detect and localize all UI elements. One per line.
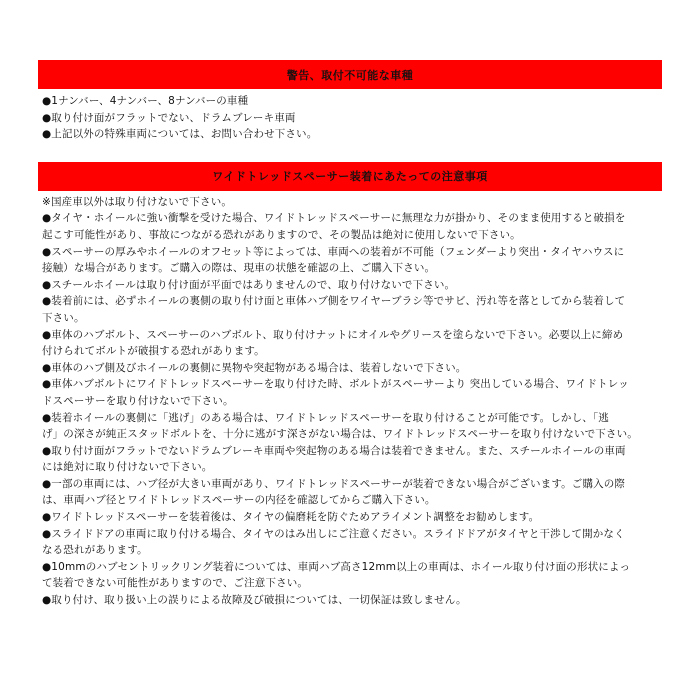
notes-line: 接触）な場合があります。ご購入の際は、現車の状態を確認の上、ご購入下さい。 xyxy=(42,262,436,275)
notes-line: には絶対に取り付けないで下さい。 xyxy=(42,461,213,474)
notes-line: ●車体ハブボルトにワイドトレッドスペーサーを取り付けた時、ボルトがスペーサーより 突出している場合、ワイドトレッ xyxy=(42,378,629,391)
notes-section xyxy=(38,162,662,609)
notes-line: ●スチールホイールは取り付け面が平面ではありませんので、取り付けないで下さい。 xyxy=(42,278,456,291)
notes-line: ●取り付け、取り扱い上の誤りによる故障及び破損については、一切保証は致しません。 xyxy=(42,594,467,607)
notes-line: ※国産車以外は取り付けないで下さい。 xyxy=(42,195,232,208)
warning-title: 警告、取付不可能な車種 xyxy=(286,68,414,82)
notes-line: ●装着前には、必ずホイールの裏側の取り付け面と車体ハブ側をワイヤーブラシ等でサビ、汚れ等を落としてから装着して xyxy=(42,295,626,308)
notes-line: ●車体のハブ側及びホイールの裏側に異物や突起物がある場合は、装着しないで下さい。 xyxy=(42,361,467,374)
notice-page xyxy=(38,60,662,609)
notes-line: 下さい。 xyxy=(42,311,85,324)
notes-line: ●スペーサーの厚みやホイールのオフセット等によっては、車両への装着が不可能（フェンダーより突出・タイヤハウスに xyxy=(42,245,625,258)
notes-line: げ」の深さが純正スタッドボルトを、十分に逃がす深さがない場合は、ワイドトレッドスペーサーを取り付けないで下さい。 xyxy=(42,428,638,441)
notes-line: ドスペーサーを取り付けないで下さい。 xyxy=(42,394,234,407)
notes-list xyxy=(38,191,662,609)
notes-line: 起こす可能性があり、事故につながる恐れがありますので、その製品は絶対に使用しないで下さい。 xyxy=(42,228,521,241)
notes-title: ワイドトレッドスペーサー装着にあたっての注意事項 xyxy=(212,170,488,184)
notes-line: ●タイヤ・ホイールに強い衝撃を受けた場合、ワイドトレッドスペーサーに無理な力が掛かり、そのまま使用すると破損を xyxy=(42,212,626,225)
warning-section xyxy=(38,60,662,143)
notes-line: 付けられてボルトが破損する恐れがあります。 xyxy=(42,345,265,358)
notes-line: ●スライドドアの車両に取り付ける場合、タイヤのはみ出しにご注意ください。スライドドアがタイヤと干渉して開かなく xyxy=(42,527,625,540)
warning-banner xyxy=(38,60,662,89)
notes-line: ●装着ホイールの裏側に「逃げ」のある場合は、ワイドトレッドスペーサーを取り付けることが可能です。しかし、「逃 xyxy=(42,411,609,424)
warning-list xyxy=(38,89,662,143)
warning-item: ●上記以外の特殊車両については、お問い合わせ下さい。 xyxy=(42,128,318,141)
notes-line: なる恐れがあります。 xyxy=(42,544,148,557)
notes-line: ●車体のハブボルト、スペーサーのハブボルト、取り付けナットにオイルやグリースを塗らないで下さい。必要以上に締め xyxy=(42,328,624,341)
notes-line: ●取り付け面がフラットでないドラムブレーキ車両や突起物のある場合は装着できません。また、スチールホイールの車両 xyxy=(42,444,626,457)
notes-line: ●一部の車両には、ハブ径が大きい車両があり、ワイドトレッドスペーサーが装着できない場合がございます。ご購入の際 xyxy=(42,477,626,490)
warning-item: ●取り付け面がフラットでない、ドラムブレーキ車両 xyxy=(42,111,296,124)
warning-item: ●1ナンバー、4ナンバー、8ナンバーの車種 xyxy=(42,95,249,107)
notes-line: は、車両ハブ径とワイドトレッドスペーサーの内径を確認してからご購入下さい。 xyxy=(42,494,436,507)
notes-line: て装着できない可能性がありますので、ご注意下さい。 xyxy=(42,577,309,590)
notes-banner xyxy=(38,162,662,191)
notes-line: ●ワイドトレッドスペーサーを装着後は、タイヤの偏磨耗を防ぐためアライメント調整をお勧めします。 xyxy=(42,511,540,524)
notes-line: ●10mmのハブセントリックリング装着については、車両ハブ高さ12mm以上の車両は、ホイール取り付け面の形状によっ xyxy=(42,560,631,573)
